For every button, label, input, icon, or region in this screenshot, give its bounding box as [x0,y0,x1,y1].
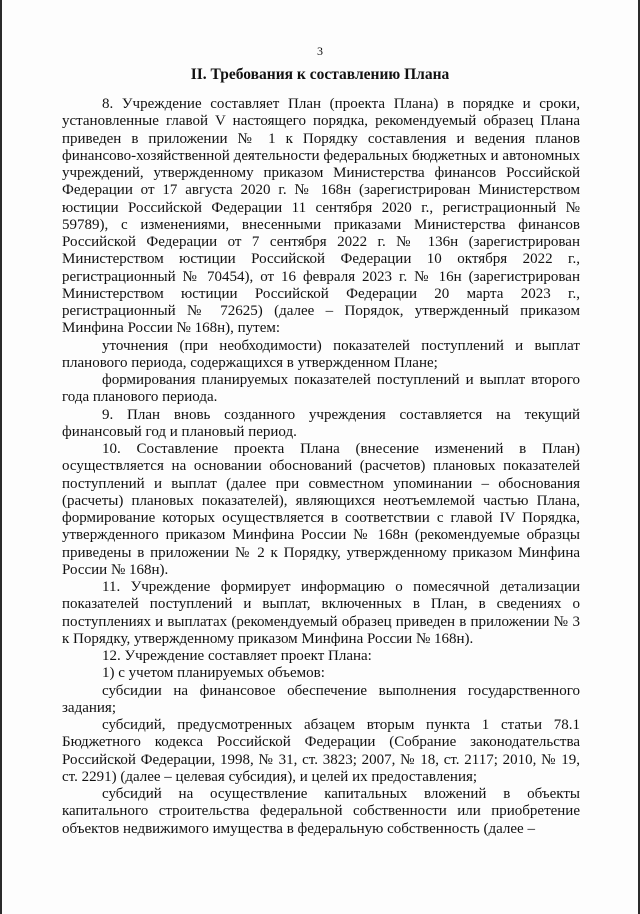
paragraph-8: 8. Учреждение составляет План (проекта Плана) в порядке и сроки, установленные главой V настоящего порядка, рекомендуемый образец Плана приведен в приложении № 1 к Порядку составления и ведения планов финансово-хозяйственной деятельности федеральных бюджетных и автономных учреждений, утвержденному приказом Министерства финансов Российской Федерации от 17 августа 2020 г. № 168н (зарегистрирован Министерством юстиции Российской Федерации 11 сентября 2020 г., регистрационный № 59789), с изменениями, внесенными приказами Министерства финансов Российской Федерации от 7 сентября 2022 г. № 136н (зарегистрирован Министерством юстиции Российской Федерации 10 октября 2022 г., регистрационный № 70454), от 16 февраля 2023 г. № 16н (зарегистрирован Министерством юстиции Российской Федерации 20 марта 2023 г., регистрационный № 72625) (далее – Порядок, утвержденный приказом Минфина России № 168н), путем: [62,96,580,337]
paragraph-11: 11. Учреждение формирует информацию о помесячной детализации показателей поступлений и выплат, включенных в План, в сведениях о поступлениях и выплатах (рекомендуемый образец приведен в приложении № 3 к Порядку, утвержденному приказом Минфина России № 168н). [62,579,580,647]
paragraph-12-subsidy-state-task: субсидии на финансовое обеспечение выполнения государственного задания; [62,682,580,716]
paragraph-12-target-subsidy: субсидий, предусмотренных абзацем вторым пункта 1 статьи 78.1 Бюджетного кодекса Российской Федерации (Собрание законодательства Российской Федерации, 1998, № 31, ст. 3823; 2007, № 18, ст. 2117; 2010, № 19, ст. 2291) (далее – целевая субсидия), и целей их предоставления; [62,717,580,785]
page-number: 3 [317,44,323,58]
section-title: II. Требования к составлению Плана [190,66,450,83]
paragraph-12-capital-investment: субсидий на осуществление капитальных вложений в объекты капитального строительства федеральной собственности или приобретение объектов недвижимого имущества в федеральную собственность (далее – [62,786,580,837]
paragraph-8-item-1: уточнения (при необходимости) показателей поступлений и выплат планового периода, содержащихся в утвержденном Плане; [62,337,580,371]
paragraph-10: 10. Составление проекта Плана (внесение изменений в План) осуществляется на основании обоснований (расчетов) плановых показателей поступлений и выплат (далее при совместном упоминании – обоснования (расчеты) плановых показателей), являющихся неотъемлемой частью Плана, формирование которых осуществляется в соответствии с главой IV Порядка, утвержденного приказом Минфина России № 168н (рекомендуемые образцы приведены в приложении № 2 к Порядку, утвержденному приказом Минфина России № 168н). [62,441,580,578]
paragraph-8-item-2: формирования планируемых показателей поступлений и выплат второго года планового периода. [62,372,580,406]
paragraph-12-subitem-1: 1) с учетом планируемых объемов: [102,665,325,682]
scan-edge-left [0,0,2,914]
paragraph-9: 9. План вновь созданного учреждения составляется на текущий финансовый год и плановый период. [62,406,580,440]
paragraph-12: 12. Учреждение составляет проект Плана: [102,648,372,664]
document-body [62,96,580,838]
